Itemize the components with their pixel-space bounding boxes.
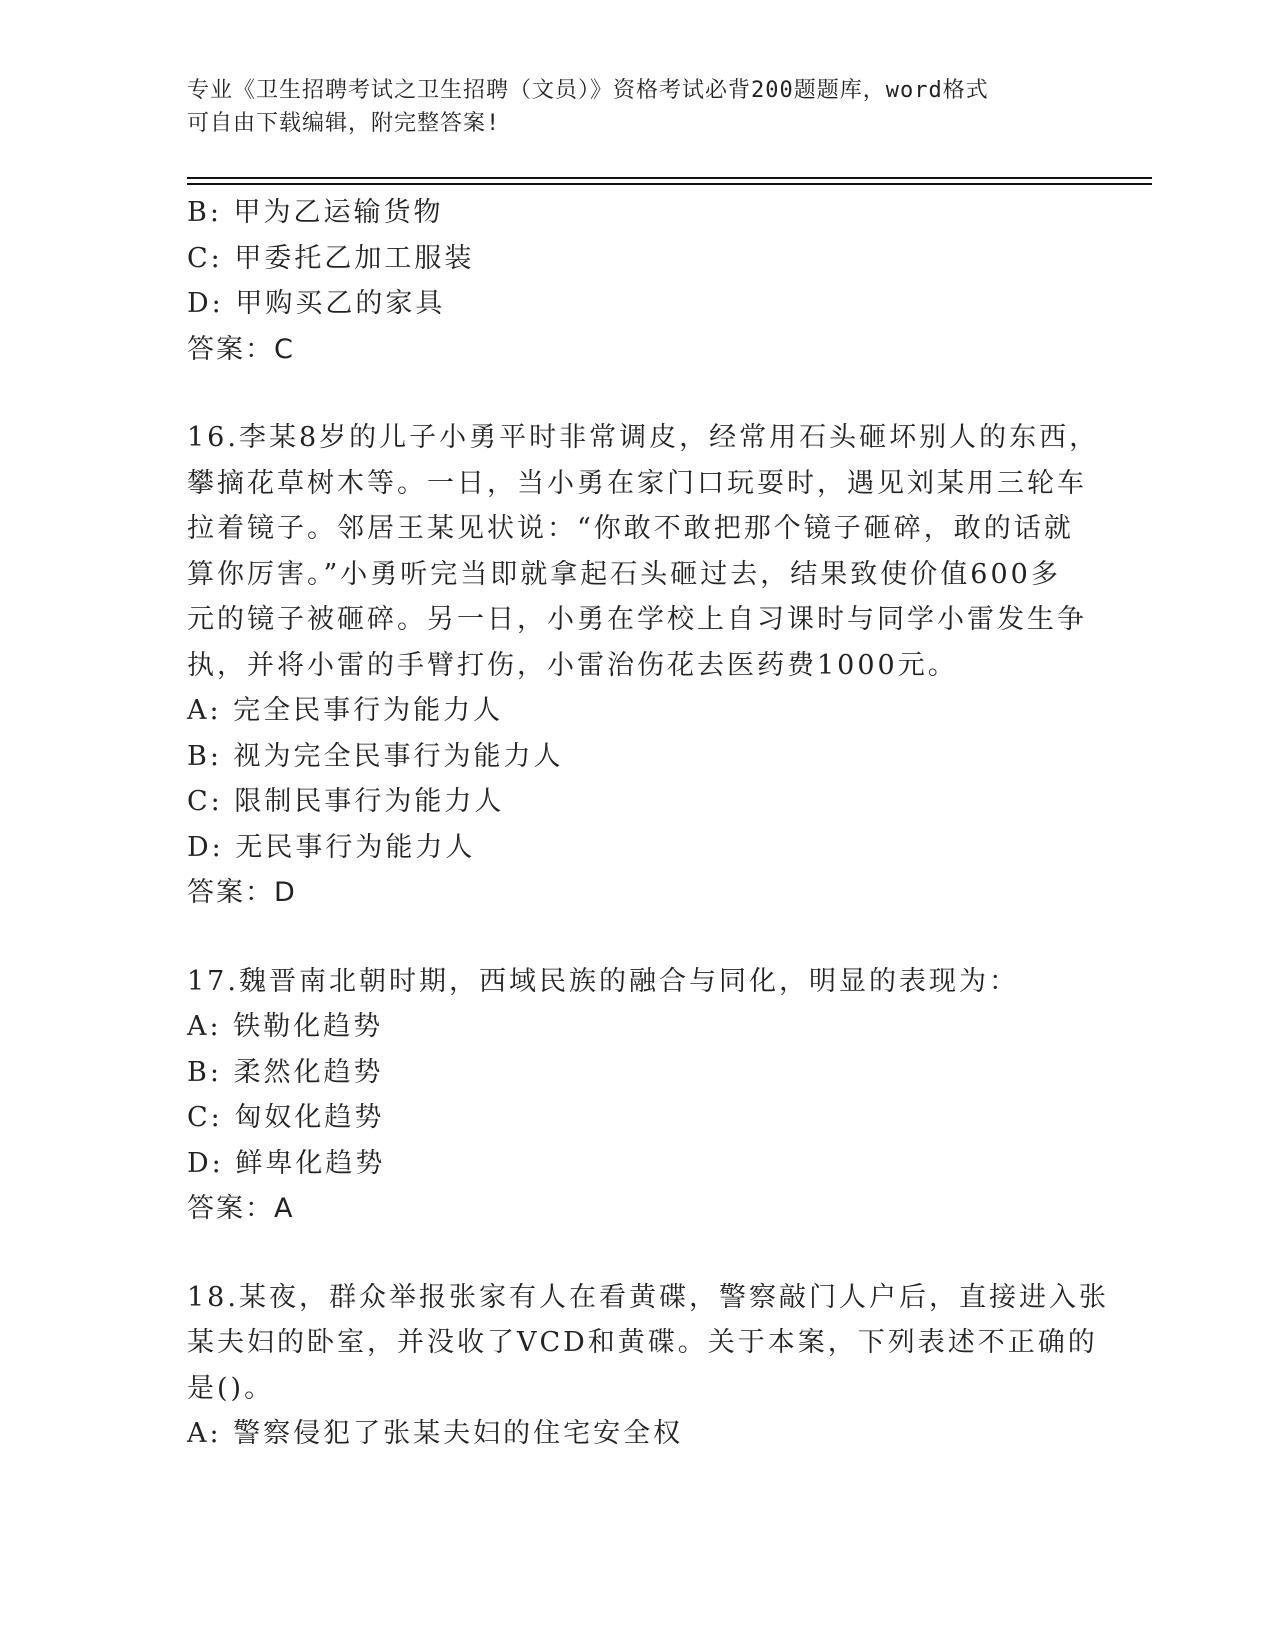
answer-line: 答案：D — [187, 877, 297, 908]
answer-line: 答案：A — [187, 1193, 295, 1224]
question-stem-line: 18.某夜，群众举报张家有人在看黄碟，警察敲门人户后，直接进入张 — [187, 1281, 1109, 1313]
option-a: A: 警察侵犯了张某夫妇的住宅安全权 — [187, 1418, 684, 1449]
question-stem-line: 元的镜子被砸碎。另一日，小勇在学校上自习课时与同学小雷发生争 — [187, 604, 1087, 635]
option-d: D: 无民事行为能力人 — [187, 831, 476, 863]
header-rule-top — [187, 177, 1152, 179]
question-stem-line: 是()。 — [187, 1372, 275, 1404]
option-b: B: 甲为乙运输货物 — [187, 197, 444, 228]
option-c: C: 匈奴化趋势 — [187, 1102, 385, 1133]
option-c: C: 甲委托乙加工服装 — [187, 242, 475, 274]
header-rule-bottom — [187, 183, 1152, 185]
question-stem-line: 拉着镜子。邻居王某见状说：“你敢不敢把那个镜子砸碎，敢的话就 — [187, 513, 1074, 544]
question-stem-line: 算你厉害。”小勇听完当即就拿起石头砸过去，结果致使价值600多 — [187, 558, 1061, 590]
option-a: A: 铁勒化趋势 — [187, 1011, 384, 1042]
question-stem-line: 攀摘花草树木等。一日，当小勇在家门口玩耍时，遇见刘某用三轮车 — [187, 467, 1087, 499]
question-15 — [187, 190, 1087, 372]
question-list — [187, 190, 1109, 1457]
question-stem-line: 17.魏晋南北朝时期，西域民族的融合与同化，明显的表现为： — [187, 965, 1019, 997]
question-17 — [187, 959, 1087, 1232]
question-16 — [187, 415, 1100, 916]
header-line-2: 可自由下载编辑，附完整答案! — [187, 111, 501, 136]
option-d: D: 鲜卑化趋势 — [187, 1147, 386, 1179]
option-d: D: 甲购买乙的家具 — [187, 288, 446, 319]
option-b: B: 柔然化趋势 — [187, 1056, 384, 1088]
question-stem-line: 16.李某8岁的儿子小勇平时非常调皮，经常用石头砸坏别人的东西， — [187, 422, 1100, 453]
header-line-1: 专业《卫生招聘考试之卫生招聘（文员）》资格考试必背200题题库，word格式 — [187, 78, 989, 103]
answer-line: 答案：C — [187, 333, 295, 365]
document-header — [187, 74, 1067, 140]
question-stem-line: 某夫妇的卧室，并没收了VCD和黄碟。关于本案，下列表述不正确的 — [187, 1327, 1098, 1358]
question-18 — [187, 1275, 1109, 1457]
question-stem-line: 执，并将小雷的手臂打伤，小雷治伤花去医药费1000元。 — [187, 649, 958, 681]
option-c: C: 限制民事行为能力人 — [187, 786, 505, 817]
option-a: A: 完全民事行为能力人 — [187, 695, 504, 726]
option-b: B: 视为完全民事行为能力人 — [187, 740, 564, 772]
